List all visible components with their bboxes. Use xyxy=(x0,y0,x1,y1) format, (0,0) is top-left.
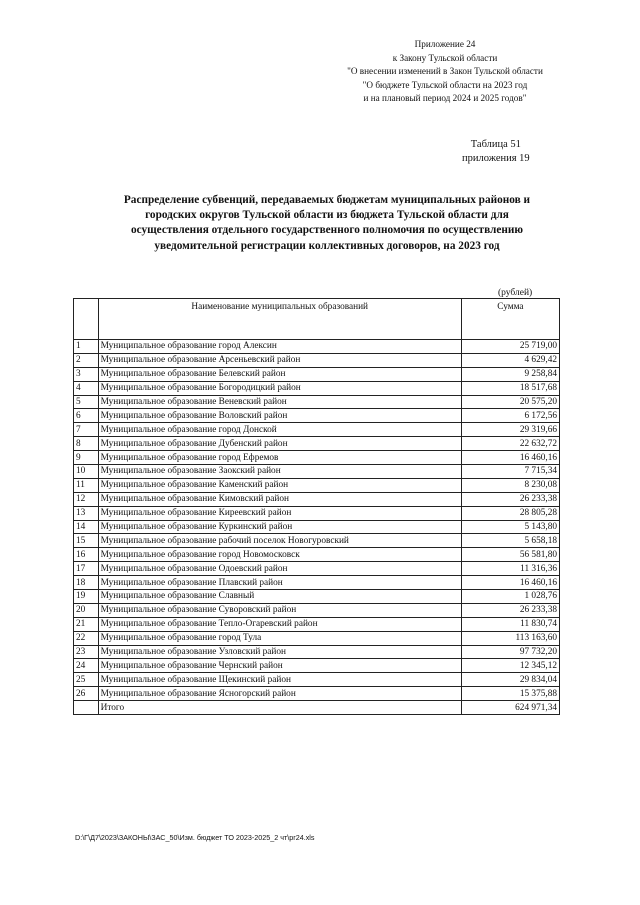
row-number: 11 xyxy=(74,478,99,492)
row-name: Муниципальное образование Щекинский район xyxy=(98,673,461,687)
row-sum: 1 028,76 xyxy=(461,590,559,604)
row-name: Муниципальное образование Тепло-Огаревский район xyxy=(98,617,461,631)
appendix-line: и на плановый период 2024 и 2025 годов" xyxy=(363,93,527,103)
header-number xyxy=(74,299,99,340)
row-name: Муниципальное образование Кимовский район xyxy=(98,492,461,506)
title-line: уведомительной регистрации коллективных договоров, на 2023 год xyxy=(154,239,500,252)
row-sum: 9 258,84 xyxy=(461,367,559,381)
subventions-table xyxy=(73,298,560,715)
row-sum: 5 143,80 xyxy=(461,520,559,534)
row-number: 7 xyxy=(74,423,99,437)
table-row xyxy=(74,367,560,381)
row-sum: 16 460,16 xyxy=(461,576,559,590)
table-ref-line: Таблица 51 xyxy=(470,139,521,150)
table-row xyxy=(74,520,560,534)
row-name: Муниципальное образование Ясногорский район xyxy=(98,687,461,701)
row-sum: 20 575,20 xyxy=(461,395,559,409)
table-ref-line: приложения 19 xyxy=(462,153,530,164)
table-row xyxy=(74,659,560,673)
header-name: Наименование муниципальных образований xyxy=(98,299,461,340)
row-sum: 12 345,12 xyxy=(461,659,559,673)
row-number: 23 xyxy=(74,645,99,659)
units-label: (рублей) xyxy=(498,288,533,298)
table-row xyxy=(74,673,560,687)
total-row xyxy=(74,701,560,715)
table-row xyxy=(74,465,560,479)
table-row xyxy=(74,492,560,506)
row-sum: 29 834,04 xyxy=(461,673,559,687)
row-number: 24 xyxy=(74,659,99,673)
row-number: 21 xyxy=(74,617,99,631)
row-sum: 97 732,20 xyxy=(461,645,559,659)
appendix-reference xyxy=(330,38,560,106)
row-name: Муниципальное образование Одоевский район xyxy=(98,562,461,576)
table-row xyxy=(74,631,560,645)
title-line: осуществления отдельного государственного полномочия по осуществлению xyxy=(130,224,524,237)
table-row xyxy=(74,534,560,548)
appendix-line: к Закону Тульской области xyxy=(392,52,498,63)
row-sum: 56 581,80 xyxy=(461,548,559,562)
row-number: 19 xyxy=(74,590,99,604)
row-name: Муниципальное образование Дубенский район xyxy=(98,437,461,451)
row-name: Муниципальное образование Каменский район xyxy=(98,478,461,492)
row-name: Муниципальное образование Воловский район xyxy=(98,409,461,423)
row-number: 16 xyxy=(74,548,99,562)
title-line: Распределение субвенций, передаваемых бюджетам муниципальных районов и xyxy=(123,194,531,206)
appendix-line: "О бюджете Тульской области на 2023 год xyxy=(362,79,528,90)
table-header-row xyxy=(74,299,560,340)
row-number: 15 xyxy=(74,534,99,548)
row-sum: 16 460,16 xyxy=(461,451,559,465)
row-number: 20 xyxy=(74,603,99,617)
row-sum: 5 658,18 xyxy=(461,534,559,548)
table-body xyxy=(74,340,560,715)
table-reference xyxy=(462,138,530,166)
total-sum: 624 971,34 xyxy=(461,701,559,715)
row-sum: 15 375,88 xyxy=(461,687,559,701)
row-number: 5 xyxy=(74,395,99,409)
table-row xyxy=(74,395,560,409)
row-name: Муниципальное образование Чернский район xyxy=(98,659,461,673)
table-row xyxy=(74,437,560,451)
row-number: 2 xyxy=(74,353,99,367)
table-row xyxy=(74,506,560,520)
total-label: Итого xyxy=(98,701,461,715)
table-row xyxy=(74,562,560,576)
row-name: Муниципальное образование Киреевский район xyxy=(98,506,461,520)
row-sum: 4 629,42 xyxy=(461,353,559,367)
row-name: Муниципальное образование город Донской xyxy=(98,423,461,437)
document-title xyxy=(72,193,582,254)
row-name: Муниципальное образование рабочий поселок Новогуровский xyxy=(98,534,461,548)
row-number: 8 xyxy=(74,437,99,451)
row-name: Муниципальное образование город Алексин xyxy=(98,340,461,354)
row-sum: 25 719,00 xyxy=(461,340,559,354)
table-row xyxy=(74,478,560,492)
table-row xyxy=(74,645,560,659)
table-row xyxy=(74,603,560,617)
table-row xyxy=(74,687,560,701)
row-number: 17 xyxy=(74,562,99,576)
row-number: 3 xyxy=(74,367,99,381)
file-path-footer: D:\Г\Д7\2023\ЗАКОНЫ\ЗАС_50\Изм. бюджет ТО 2023-2025_2 чт\pr24.xls xyxy=(75,833,315,842)
row-sum: 7 715,34 xyxy=(461,465,559,479)
row-name: Муниципальное образование Арсеньевский район xyxy=(98,353,461,367)
appendix-line: Приложение 24 xyxy=(414,39,476,49)
table-row xyxy=(74,451,560,465)
row-name: Муниципальное образование Богородицкий район xyxy=(98,381,461,395)
row-sum: 8 230,08 xyxy=(461,478,559,492)
row-name: Муниципальное образование Куркинский район xyxy=(98,520,461,534)
title-line: городских округов Тульской области из бюджета Тульской области для xyxy=(145,209,509,222)
row-sum: 11 830,74 xyxy=(461,617,559,631)
table-row xyxy=(74,548,560,562)
row-number: 4 xyxy=(74,381,99,395)
row-name: Муниципальное образование город Тула xyxy=(98,631,461,645)
row-sum: 113 163,60 xyxy=(461,631,559,645)
row-name: Муниципальное образование город Новомосковск xyxy=(98,548,461,562)
row-sum: 26 233,38 xyxy=(461,492,559,506)
row-name: Муниципальное образование Белевский район xyxy=(98,367,461,381)
table-row xyxy=(74,381,560,395)
table-row xyxy=(74,353,560,367)
row-name: Муниципальное образование Заокский район xyxy=(98,465,461,479)
row-name: Муниципальное образование Веневский район xyxy=(98,395,461,409)
appendix-line: "О внесении изменений в Закон Тульской области xyxy=(347,66,543,76)
row-number: 1 xyxy=(74,340,99,354)
row-number: 13 xyxy=(74,506,99,520)
row-name: Муниципальное образование Славный xyxy=(98,590,461,604)
table-row xyxy=(74,340,560,354)
row-name: Муниципальное образование Узловский район xyxy=(98,645,461,659)
row-sum: 29 319,66 xyxy=(461,423,559,437)
row-name: Муниципальное образование город Ефремов xyxy=(98,451,461,465)
row-name: Муниципальное образование Суворовский район xyxy=(98,603,461,617)
total-number-cell xyxy=(74,701,99,715)
table-row xyxy=(74,617,560,631)
row-sum: 11 316,36 xyxy=(461,562,559,576)
table-row xyxy=(74,590,560,604)
row-sum: 28 805,28 xyxy=(461,506,559,520)
row-number: 12 xyxy=(74,492,99,506)
table-row xyxy=(74,576,560,590)
table-row xyxy=(74,423,560,437)
row-sum: 22 632,72 xyxy=(461,437,559,451)
header-sum: Сумма xyxy=(461,299,559,340)
row-number: 25 xyxy=(74,673,99,687)
row-number: 6 xyxy=(74,409,99,423)
row-number: 9 xyxy=(74,451,99,465)
table-row xyxy=(74,409,560,423)
row-number: 14 xyxy=(74,520,99,534)
row-number: 26 xyxy=(74,687,99,701)
row-number: 18 xyxy=(74,576,99,590)
row-number: 10 xyxy=(74,465,99,479)
row-number: 22 xyxy=(74,631,99,645)
row-sum: 18 517,68 xyxy=(461,381,559,395)
row-sum: 6 172,56 xyxy=(461,409,559,423)
row-name: Муниципальное образование Плавский район xyxy=(98,576,461,590)
row-sum: 26 233,38 xyxy=(461,603,559,617)
